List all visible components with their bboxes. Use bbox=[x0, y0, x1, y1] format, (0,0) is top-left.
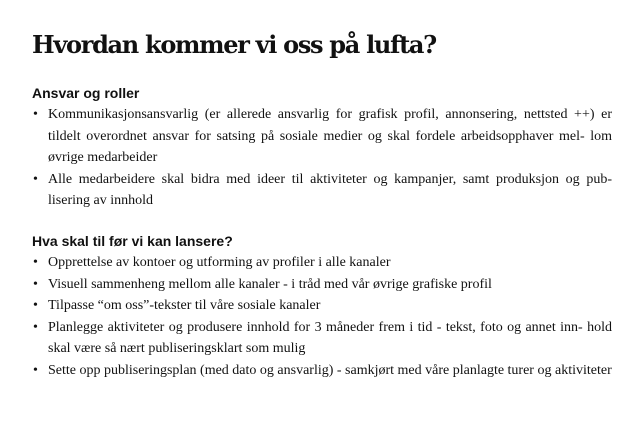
list-item-text: Kommunikasjonsansvarlig (er allerede ansvarlig for grafisk profil, annonsering, nettsted ++) er tildelt overordnet ansvar for satsing på sosiale medier og skal fordele arbeidsopphaver mel- lom øvrige medarbeider bbox=[48, 107, 612, 166]
list-item bbox=[32, 317, 612, 360]
bullet-icon: • bbox=[33, 319, 38, 335]
list-item-text: Visuell sammenheng mellom alle kanaler - i tråd med vår øvrige grafiske profil bbox=[48, 276, 492, 292]
bullet-icon: • bbox=[33, 171, 38, 187]
section-heading: Hva skal til før vi kan lansere? bbox=[32, 232, 233, 249]
bullet-list bbox=[32, 252, 612, 382]
list-item-text: Alle medarbeidere skal bidra med ideer til aktiviteter og kampanjer, samt produksjon og pub- lisering av innhold bbox=[48, 171, 612, 209]
section-roles bbox=[32, 85, 612, 212]
list-item bbox=[32, 169, 612, 212]
section-before-launch bbox=[32, 233, 612, 382]
document-page bbox=[32, 30, 612, 382]
list-item-text: Tilpasse “om oss”-tekster til våre sosiale kanaler bbox=[48, 298, 321, 314]
list-item-text: Planlegge aktiviteter og produsere innhold for 3 måneder frem i tid - tekst, foto og annet inn- hold skal være så nært publiseringsklart som mulig bbox=[48, 319, 612, 357]
bullet-icon: • bbox=[33, 254, 38, 270]
list-item-text: Sette opp publiseringsplan (med dato og ansvarlig) - samkjørt med våre planlagte turer og aktiviteter bbox=[48, 362, 612, 378]
section-heading: Ansvar og roller bbox=[32, 85, 140, 101]
page-title: Hvordan kommer vi oss på lufta? bbox=[32, 30, 436, 59]
bullet-icon: • bbox=[33, 298, 38, 314]
list-item-text: Opprettelse av kontoer og utforming av profiler i alle kanaler bbox=[48, 254, 391, 270]
list-item bbox=[32, 252, 612, 274]
bullet-icon: • bbox=[33, 362, 38, 378]
list-item bbox=[32, 360, 612, 382]
list-item bbox=[32, 104, 612, 169]
list-item bbox=[32, 274, 612, 296]
bullet-list bbox=[32, 104, 612, 212]
bullet-icon: • bbox=[33, 276, 38, 292]
bullet-icon: • bbox=[33, 107, 38, 122]
list-item bbox=[32, 295, 612, 317]
